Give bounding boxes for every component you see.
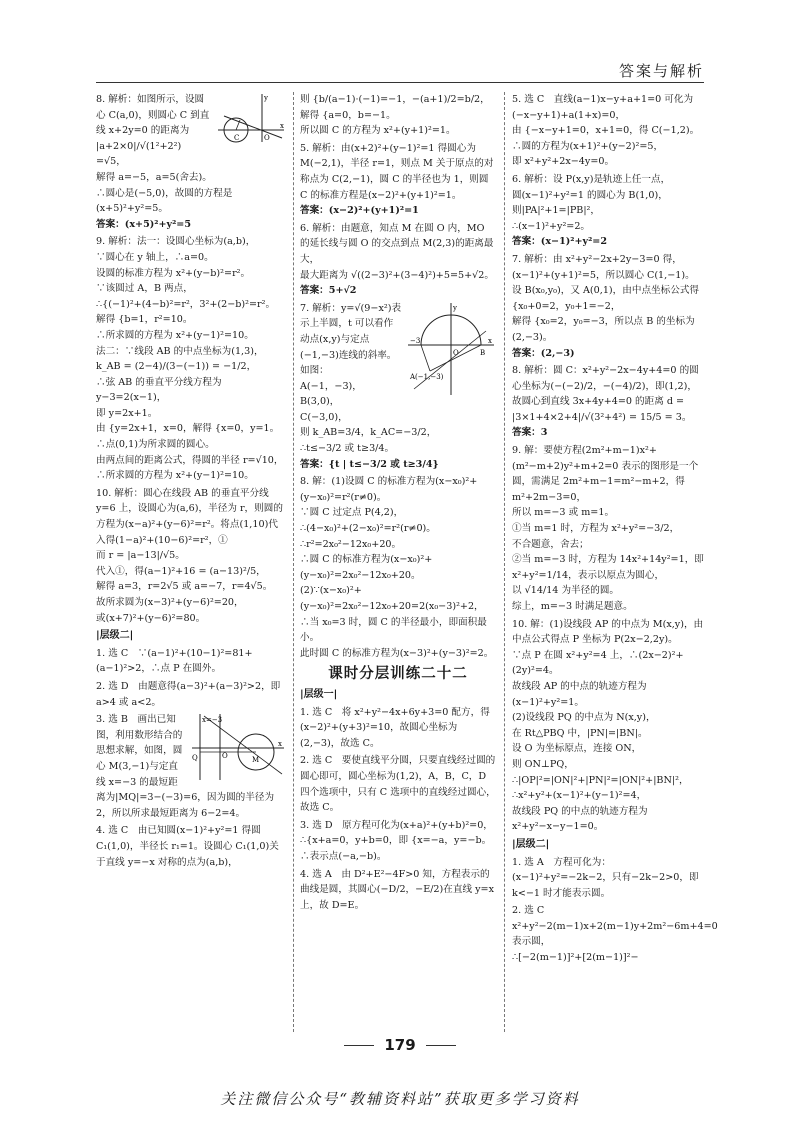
svg-text:O: O [453,348,459,357]
svg-text:y: y [264,94,268,102]
answer-l1-10: 10. 解：(1)设线段 AP 的中点为 M(x,y)，由中点公式得点 P 坐标为 P(2x−2,2y)。 ∵点 P 在圆 x²+y²=4 上，∴(2x−2)²+(2y)²=4。 故线段 AP 的中点的轨迹方程为(x−1)²+y²=1。 (2)设线段 PQ 的中点为 N(x,y)， 在 Rt△PBQ 中，|PN|=|BN|。 设 O 为坐标原点，连接 ON， 则 ON⊥PQ， ∴|OP|²=|ON|²+|PN|²=|ON|²+|BN|²， ∴x²+y²+(x−1)²+(y−1)²=4， 故线段 PQ 的中点的轨迹方程为 x²+y²−x−y−1=0。 [512,618,704,833]
svg-text:C: C [234,134,240,142]
answer-l1-4: 4. 选 A 由 D²+E²−4F>0 知，方程表示的曲线是圆，其圆心(−D/2，−E/2)在直线 y=x 上，故 D=E。 [300,868,494,911]
answer-l1-3: 3. 选 D 原方程可化为(x+a)²+(y+b)²=0， ∴{x+a=0，y+b=0，即 {x=−a，y=−b。 ∴表示点(−a,−b)。 [300,819,493,862]
answer-l1-8: 8. 解析：圆 C：x²+y²−2x−4y+4=0 的圆心坐标为(−(−2)/2，−(−4)/2)，即(1,2)， 故圆心到直线 3x+4y+4=0 的距离 d = |3×1+4×2+4|/√(3²+4²) = 15/5 = 3。 答案：3 [512,365,699,439]
answer-7: −3 B A(−1,−3) O x y 7. 解析：y=√(9−x²)表示上半圆，t 可以看作动点(x,y)与定点(−1,−3)连线的斜率。 如图： A(−1，−3)， B(3,0)， C(−3,0)， 则 k_AB=3/4，k_AC=−3/2， ∴t≤−3/2 或 t≥3/4。 答案：{t | t≤−3/2 或 t≥3/4} [300,301,496,473]
column-2 [300,92,496,915]
answer-9: 9. 解析：法一：设圆心坐标为(a,b)， ∵圆心在 y 轴上，∴a=0。 设圆的标准方程为 x²+(y−b)²=r²。 ∵该圆过 A，B 两点， ∴{(−1)²+(4−b)²=r²，3²+(2−b)²=r²。 解得 {b=1，r²=10。 ∴所求圆的方程为 x²+(y−1)²=10。 法二：∵线段 AB 的中点坐标为(1,3)，k_AB = (2−4)/(3−(−1)) = −1/2， ∴弦 AB 的垂直平分线方程为 y−3=2(x−1)， 即 y=2x+1。 由 {y=2x+1，x=0，解得 {x=0，y=1。∴点(0,1)为所求圆的圆心。 由两点间的距离公式，得圆的半径 r=√10， ∴所求圆的方程为 x²+(y−1)²=10。 [96,236,284,482]
svg-text:−3: −3 [410,336,421,345]
svg-text:Q: Q [192,754,198,763]
svg-text:O: O [222,752,228,761]
answer-l1-2: 2. 选 C 要使直线平分圆，只要直线经过圆的圆心即可，圆心坐标为(1,2)，A，B，C，D 四个选项中，只有 C 选项中的直线经过圆心，故选 C。 [300,755,496,814]
footer-note: 关注微信公众号“教辅资料站”获取更多学习资料 [220,1090,580,1108]
section-title: 课时分层训练二十二 [328,666,468,683]
svg-text:x=−3: x=−3 [202,716,223,725]
svg-text:M: M [252,756,260,765]
svg-text:B: B [480,348,486,357]
svg-text:x: x [488,336,492,345]
header-title: 答案与解析 [618,62,704,80]
answer-6: 6. 解析：由题意，知点 M 在圆 O 内，MO 的延长线与圆 O 的交点到点 M(2,3)的距离最大， 最大距离为 √((2−3)²+(3−4)²)+5=5+√2。 答案：5+√2 [300,222,494,297]
answer-l2-4: 4. 选 C 由已知圆(x−1)²+y²=1 得圆 C₁(1,0)，半径长 r₁=1。设圆心 C₁(1,0)关于直线 y=−x 对称的点为(a,b)， [96,825,279,868]
column-1 [96,92,286,872]
column-divider [504,92,505,1032]
answer-10: 10. 解析：圆心在线段 AB 的垂直平分线 y=6 上，设圆心为(a,6)，半径为 r，则圆的方程为(x−a)²+(y−6)²=r²。将点(1,10)代入得(1−a)²+(10−6)²=r²，① 而 r = |a−13|/√5。 代入①，得(a−1)²+16 = (a−13)²/5， 解得 a=3，r=2√5 或 a=−7，r=4√5。 故所求圆为(x−3)²+(y−6)²=20， 或(x+7)²+(y−6)²=80。 [96,487,283,624]
answer-5: 5. 解析：由(x+2)²+(y−1)²=1 得圆心为 M(−2,1)，半径 r=1，则点 M 关于原点的对称点为 C(2,−1)，圆 C 的半径也为 1，则圆 C 的标准方程是(x−2)²+(y+1)²=1。 答案：(x−2)²+(y+1)²=1 [300,142,494,217]
svg-text:A(−1,−3): A(−1,−3) [410,372,444,381]
answer-4-continued: 则 {b/(a−1)·(−1)=−1，−(a+1)/2=b/2， 解得 {a=0，b=−1。 所以圆 C 的方程为 x²+(y+1)²=1。 [300,94,490,137]
section-level-2: |层级二| [96,630,134,642]
figure-semicircle [406,301,496,397]
svg-text:x: x [280,122,284,130]
answer-8-col2: 8. 解：(1)设圆 C 的标准方程为(x−x₀)²+(y−x₀)²=r²(r≠0)。 ∵圆 C 过定点 P(4,2)， ∴(4−x₀)²+(2−x₀)²=r²(r≠0)。 ∴r²=2x₀²−12x₀+20。 ∴圆 C 的标准方程为(x−x₀)²+(y−x₀)²=2x₀²−12x₀+20。 (2)∵(x−x₀)²+(y−x₀)²=2x₀²−12x₀+20=2(x₀−3)²+2， ∴当 x₀=3 时，圆 C 的半径最小，即面积最小。 此时圆 C 的标准方程为(x−3)²+(y−3)²=2。 [300,476,494,659]
section-level-2: |层级二| [512,838,550,850]
answer-l1-6: 6. 解析：设 P(x,y)是轨迹上任一点， 圆(x−1)²+y²=1 的圆心为 B(1,0)， 则|PA|²+1=|PB|²， ∴(x−1)²+y²=2。 答案：(x−1)²+y²=2 [512,173,671,248]
svg-text:O: O [264,134,270,142]
answer-8: O C x y 8. 解析：如图所示，设圆心 C(a,0)，则圆心 C 到直线 x+2y=0 的距离为 |a+2×0|/√(1²+2²) =√5， 解得 a=−5，a=5(舍去)。 ∴圆心是(−5,0)，故圆的方程是(x+5)²+y²=5。 答案：(x+5)²+y²=5 [96,92,286,232]
answer-l2-3: x=−3 Q M O x 3. 选 B 画出已知图，利用数形结合的思想求解，如图，圆心 M(3,−1)与定直线 x=−3 的最短距离为|MQ|=3−(−3)=6，因为圆的半径为 2，所以所求最短距离为 6−2=4。 [96,712,286,821]
section-level-1: |层级一| [300,688,338,700]
answer-l2-b1: 1. 选 A 方程可化为：(x−1)²+y²=−2k−2，只有−2k−2>0，即 k<−1 时才能表示圆。 [512,856,699,899]
column-divider [293,92,294,1032]
figure-circle-line [216,92,286,144]
figure-circle-distance [190,712,286,782]
answer-l1-1: 1. 选 C 将 x²+y²−4x+6y+3=0 配方，得(x−2)²+(y+3)²=10，故圆心坐标为(2,−3)，故选 C。 [300,706,490,749]
answer-l2-2: 2. 选 D 由题意得(a−3)²+(a−3)²>2，即 a>4 或 a<2。 [96,680,281,708]
answer-l2-1: 1. 选 C ∵(a−1)²+(10−1)²=81+(a−1)²>2，∴点 P 在圆外。 [96,647,253,675]
answer-l1-5: 5. 选 C 直线(a−1)x−y+a+1=0 可化为(−x−y+1)+a(1+x)=0， 由 {−x−y+1=0，x+1=0，得 C(−1,2)。 ∴圆的方程为(x+1)²+(y−2)²=5， 即 x²+y²+2x−4y=0。 [512,94,700,168]
answer-l1-9: 9. 解：要使方程(2m²+m−1)x²+(m²−m+2)y²+m+2=0 表示的图形是一个圆，需满足 2m²+m−1=m²−m+2，得 m²+2m−3=0， 所以 m=−3 或 m=1。 ①当 m=1 时，方程为 x²+y²=−3/2， 不合题意，舍去； ②当 m=−3 时，方程为 14x²+14y²=1，即 x²+y²=1/14，表示以原点为圆心， 以 √14/14 为半径的圆。 综上，m=−3 时满足题意。 [512,445,704,612]
column-3 [512,92,718,968]
answer-l2-b2: 2. 选 C x²+y²−2(m−1)x+2(m−1)y+2m²−6m+4=0 表示圆， ∴[−2(m−1)]²+[2(m−1)]²− [512,905,718,964]
answer-l1-7: 7. 解析：由 x²+y²−2x+2y−3=0 得，(x−1)²+(y+1)²=5，所以圆心 C(1,−1)。设 B(x₀,y₀)，又 A(0,1)，由中点坐标公式得 {x₀+0=2，y₀+1=−2， 解得 {x₀=2，y₀=−3，所以点 B 的坐标为(2,−3)。 答案：(2,−3) [512,253,700,359]
page-number: 179 [0,1036,800,1054]
svg-text:y: y [453,303,457,312]
svg-text:x: x [278,740,282,749]
page-header [96,52,704,83]
